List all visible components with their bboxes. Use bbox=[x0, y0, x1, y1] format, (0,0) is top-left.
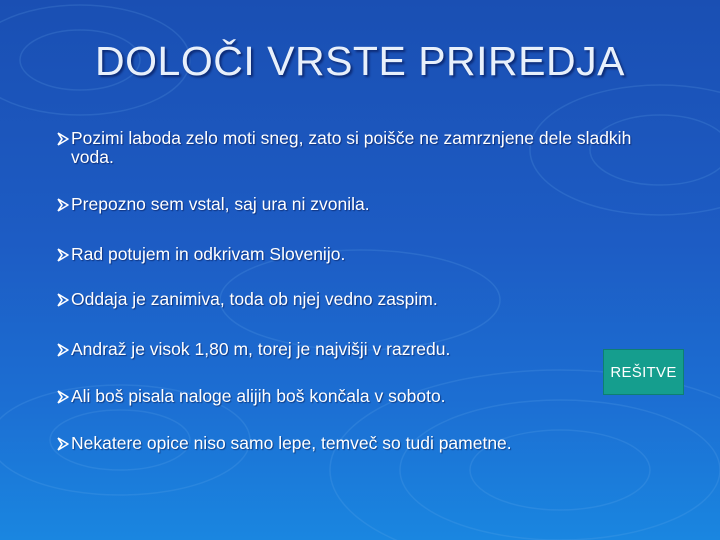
bullet-text: Rad potujem in odkrivam Slovenijo. bbox=[71, 244, 346, 264]
bullet-item bbox=[56, 245, 656, 264]
arrowhead-bullet-icon bbox=[56, 247, 70, 263]
bullet-item bbox=[56, 129, 656, 167]
arrowhead-bullet-icon bbox=[56, 436, 70, 452]
arrowhead-bullet-icon bbox=[56, 389, 70, 405]
bullet-item bbox=[56, 195, 656, 214]
bullet-text: Ali boš pisala naloge alijih boš končala v soboto. bbox=[71, 386, 446, 406]
arrowhead-bullet-icon bbox=[56, 197, 70, 213]
bullet-text: Pozimi laboda zelo moti sneg, zato si poišče ne zamrznjene dele sladkih voda. bbox=[71, 128, 632, 167]
arrowhead-bullet-icon bbox=[56, 131, 70, 147]
bullet-text: Oddaja je zanimiva, toda ob njej vedno zaspim. bbox=[71, 289, 438, 309]
bullet-item bbox=[56, 387, 656, 406]
solutions-button[interactable]: REŠITVE bbox=[603, 349, 684, 395]
bullet-item bbox=[56, 290, 656, 309]
bullet-item bbox=[56, 340, 656, 359]
arrowhead-bullet-icon bbox=[56, 292, 70, 308]
bullet-text: Andraž je visok 1,80 m, torej je najvišji v razredu. bbox=[71, 339, 451, 359]
bullet-item bbox=[56, 434, 656, 453]
bullet-text: Prepozno sem vstal, saj ura ni zvonila. bbox=[71, 194, 370, 214]
arrowhead-bullet-icon bbox=[56, 342, 70, 358]
slide-title: DOLOČI VRSTE PRIREDJA bbox=[95, 38, 625, 84]
bullet-text: Nekatere opice niso samo lepe, temveč so tudi pametne. bbox=[71, 433, 512, 453]
